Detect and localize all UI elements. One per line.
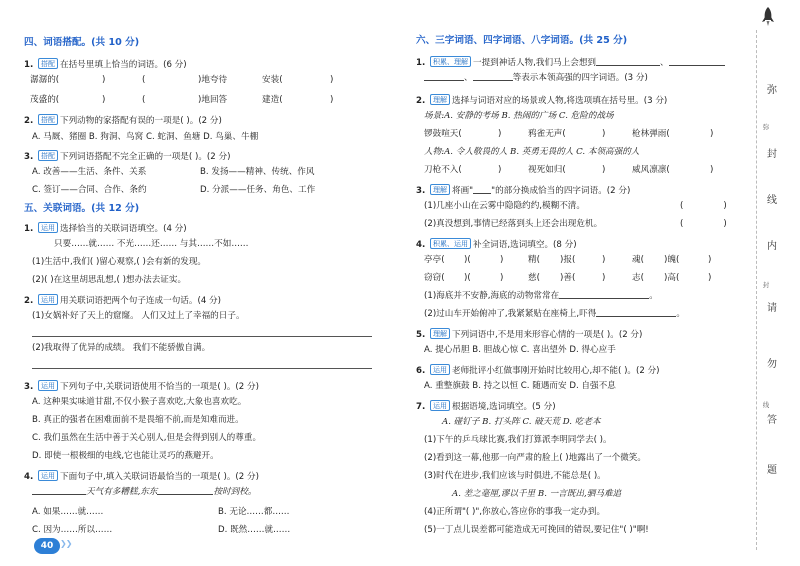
- question-4-1: 1. 搭配 在括号里填上恰当的词语。(6 分): [24, 60, 187, 70]
- seal-char: 弥: [767, 85, 777, 96]
- question-5-2-item1: (1)女娲补好了天上的窟窿。 人们又过上了幸福的日子。: [32, 311, 245, 321]
- question-5-2: 2. 运用 用关联词语把两个句子连成一句话。(4 分): [24, 296, 221, 306]
- seal-char: 答: [767, 415, 777, 426]
- question-5-1-item2: (2)( )在这里胡思乱想,( )想办法去证实。: [32, 275, 187, 285]
- question-6-6-options: A. 重整旗鼓 B. 持之以恒 C. 随遇而安 D. 自强不息: [424, 381, 616, 391]
- question-5-3: 3. 运用 下列句子中,关联词语使用不恰当的一项是( )。(2 分): [24, 382, 259, 392]
- answer-line[interactable]: [32, 368, 372, 369]
- question-6-5: 5. 理解 下列词语中,不是用来形容心情的一项是( )。(2 分): [416, 330, 643, 340]
- question-6-5-options: A. 提心吊胆 B. 胆战心惊 C. 喜出望外 D. 得心应手: [424, 345, 616, 355]
- question-6-7-options1: A. 碰钉子 B. 打头阵 C. 破天荒 D. 吃老本: [442, 417, 601, 427]
- seal-char: 请: [767, 303, 777, 314]
- question-6-1-cont: 、 等表示本领高强的四字词语。(3 分): [424, 74, 648, 83]
- question-6-7-options2: A. 差之毫厘,谬以千里 B. 一言既出,驷马难追: [452, 489, 622, 499]
- seal-small-char: 封: [762, 281, 770, 289]
- seal-char: 内: [767, 241, 777, 252]
- seal-small-char: 弥: [762, 123, 770, 131]
- question-6-1: 1. 积累、理解 一提到神话人物,我们马上会想到 、: [416, 56, 725, 68]
- question-4-2: 2. 搭配 下列动物的家搭配有误的一项是( )。(2 分): [24, 116, 222, 126]
- seal-char: 题: [767, 465, 777, 476]
- section-6-title: 六、三字词语、四字词语、八字词语。(共 25 分): [416, 35, 628, 46]
- page-number: 40: [34, 538, 60, 554]
- question-6-3: 3. 理解 将画" "的部分换成恰当的四字词语。(2 分): [416, 186, 631, 196]
- question-5-4-sentence: 天气有多糟糕,东东 按时到校。: [32, 488, 256, 497]
- question-5-1-item1: (1)生活中,我们( )留心观察,( )会有新的发现。: [32, 257, 207, 267]
- question-5-3-option-b: B. 真正的强者在困难面前不是畏缩不前,而是知难而进。: [32, 415, 244, 425]
- question-6-7-item3: (3)时代在进步,我们应该与时俱进,不能总是( )。: [424, 471, 606, 481]
- question-5-2-item2: (2)我取得了优异的成绩。 我们不能骄傲自满。: [32, 343, 211, 353]
- seal-small-char: 线: [762, 401, 770, 409]
- question-5-3-option-a: A. 这种果实味道甘甜,不仅小猴子喜欢吃,大象也喜欢吃。: [32, 397, 247, 407]
- question-5-1-words: 只要……就…… 不光……还…… 与其……不如……: [54, 239, 249, 249]
- question-6-3-answer1[interactable]: ( ): [680, 201, 727, 211]
- question-5-4-option-b: B. 无论……都……: [218, 507, 290, 517]
- question-5-4: 4. 运用 下面句子中,填入关联词语最恰当的一项是( )。(2 分): [24, 472, 259, 482]
- question-6-7-item1: (1)下午的乒乓球比赛,我们打算派李明同学去( )。: [424, 435, 612, 445]
- question-5-4-option-a: A. 如果……就……: [32, 507, 104, 517]
- question-4-3-option-a: A. 改善——生活、条件、关系: [32, 167, 147, 177]
- question-4-3-option-c: C. 签订——合同、合作、条约: [32, 185, 147, 195]
- question-6-3-answer2[interactable]: ( ): [680, 219, 727, 229]
- question-6-7: 7. 运用 根据语境,选词填空。(5 分): [416, 402, 556, 412]
- question-6-6: 6. 运用 老师批评小红做事刚开始时比较用心,却不能( )。(2 分): [416, 366, 660, 376]
- question-5-1: 1. 运用 选择恰当的关联词语填空。(4 分): [24, 224, 187, 234]
- seal-char: 线: [767, 195, 777, 206]
- seal-char: 勿: [767, 359, 777, 370]
- seal-line: [756, 30, 757, 550]
- question-6-2-people: 人物:A. 令人敬畏的人 B. 英勇无畏的人 C. 本领高强的人: [424, 147, 640, 157]
- question-6-7-item2: (2)看到这一幕,他那一向严肃的脸上( )地露出了一个微笑。: [424, 453, 646, 463]
- rocket-icon: [760, 6, 776, 28]
- seal-char: 封: [767, 149, 777, 160]
- page-decoration-icon: ❯❯: [60, 539, 72, 548]
- question-5-3-option-c: C. 我们虽然在生活中善于关心别人,但是会得到别人的尊重。: [32, 433, 262, 443]
- question-6-3-item2: (2)真没想到,事情已经落到头上还会出现危机。: [424, 219, 603, 229]
- question-4-3: 3. 搭配 下列词语搭配不完全正确的一项是( )。(2 分): [24, 152, 231, 162]
- question-5-4-option-d: D. 既然……就……: [218, 525, 291, 535]
- question-5-4-option-c: C. 因为……所以……: [32, 525, 113, 535]
- section-5-title: 五、关联词语。(共 12 分): [24, 203, 140, 214]
- question-6-3-item1: (1)几座小山在云雾中隐隐约约,模糊不清。: [424, 201, 585, 211]
- question-4-3-option-d: D. 分派——任务、角色、工作: [200, 185, 316, 195]
- question-6-7-item5: (5)一丁点儿误差都可能造成无可挽回的错误,要记住"( )"啊!: [424, 525, 649, 535]
- question-5-3-option-d: D. 即使一根极细的电线,它也能让灵巧的燕避开。: [32, 451, 219, 461]
- section-4-title: 四、词语搭配。(共 10 分): [24, 37, 140, 48]
- question-4-3-option-b: B. 发扬——精神、传统、作风: [200, 167, 315, 177]
- question-6-4-item1: (1)海底并不安静,海底的动物常常在 。: [424, 291, 658, 301]
- question-6-4-item2: (2)过山车开始俯冲了,我紧紧贴在座椅上,吓得 。: [424, 309, 685, 319]
- question-6-4: 4. 积累、运用 补全词语,选词填空。(8 分): [416, 240, 577, 250]
- question-6-2: 2. 理解 选择与词语对应的场景或人物,将选项填在括号里。(3 分): [416, 96, 668, 106]
- question-6-7-item4: (4)正所谓"( )",你放心,答应你的事我一定办到。: [424, 507, 606, 517]
- question-6-2-scenes: 场景:A. 安静的考场 B. 热闹的广场 C. 危险的战场: [424, 111, 614, 121]
- question-4-2-options: A. 马厩、猪圈 B. 狗洞、鸟窝 C. 蛇洞、鱼塘 D. 鸟巢、牛棚: [32, 132, 259, 142]
- answer-line[interactable]: [32, 336, 372, 337]
